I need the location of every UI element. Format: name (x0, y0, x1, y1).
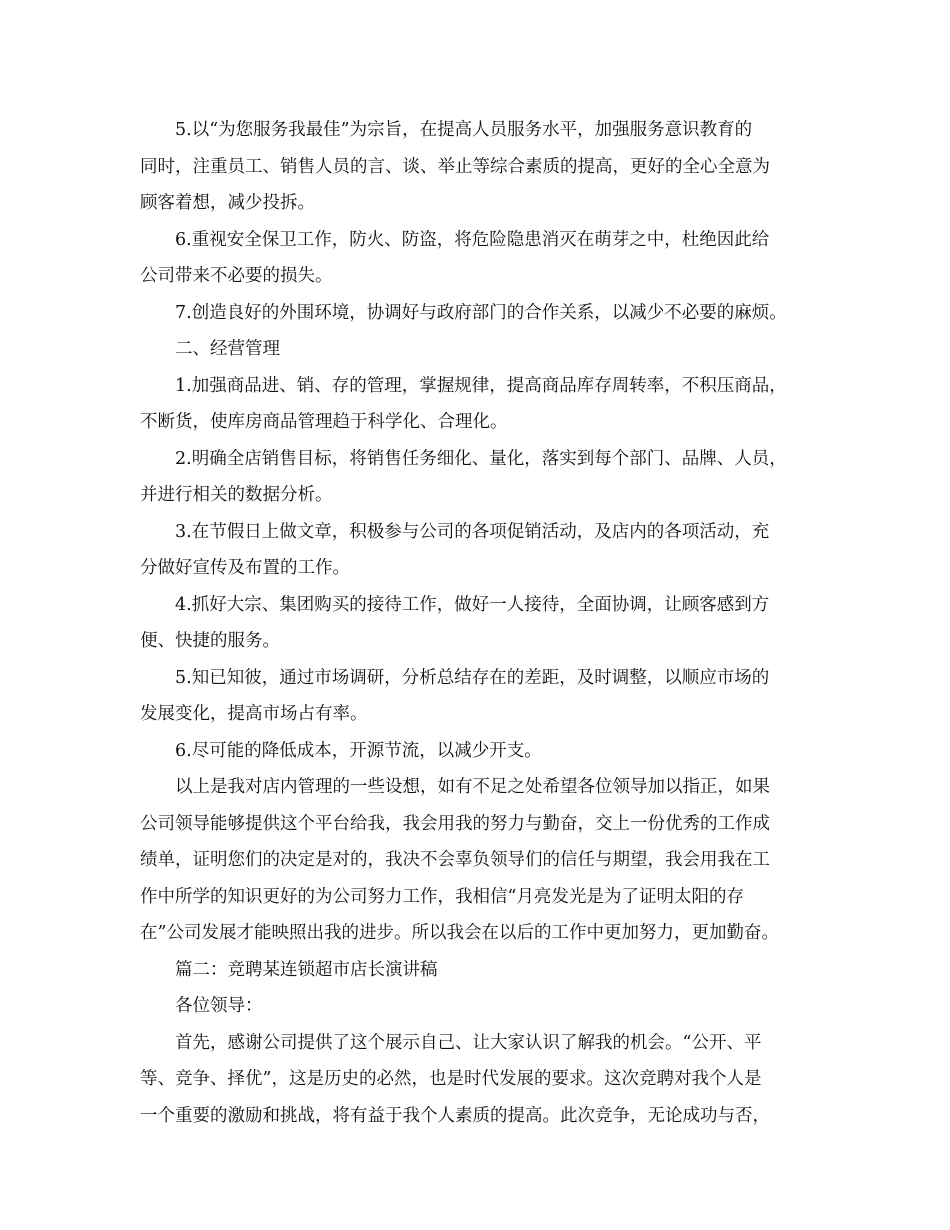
text-line: 公司带来不必要的损失。 (140, 266, 333, 286)
text-line: 3.在节假日上做文章，积极参与公司的各项促销活动，及店内的各项活动，充 (175, 521, 770, 542)
document-page (140, 112, 830, 1134)
text-line: 顾客着想，减少投拆。 (140, 193, 315, 213)
text-line: 4.抓好大宗、集团购买的接待工作，做好一人接待，全面协调，让顾客感到方 (175, 594, 770, 615)
paragraph-group-purchase (140, 587, 830, 660)
salutation (140, 988, 830, 1025)
section-heading-operations (140, 331, 830, 368)
paragraph-opening (140, 1025, 830, 1135)
paragraph-cost-reduction (140, 733, 830, 770)
paragraph-sales-targets (140, 441, 830, 514)
text-line: 篇二：竞聘某连锁超市店长演讲稿 (175, 959, 438, 980)
text-line: 以上是我对店内管理的一些设想，如有不足之处希望各位领导加以指正，如果 (175, 777, 770, 797)
text-line: 便、快捷的服务。 (140, 631, 280, 651)
text-line: 同时，注重员工、销售人员的言、谈、举止等综合素质的提高，更好的全心全意为 (140, 156, 770, 177)
article-title (140, 952, 830, 989)
paragraph-inventory (140, 368, 830, 441)
text-line: 等、竞争、择优”，这是历史的必然，也是时代发展的要求。这次竞聘对我个人是 (140, 1069, 762, 1089)
text-line: 并进行相关的数据分析。 (140, 485, 333, 505)
text-line: 作中所学的知识更好的为公司努力工作，我相信“月亮发光是为了证明太阳的存 (140, 886, 744, 907)
text-line: 6.尽可能的降低成本，开源节流，以减少开支。 (175, 740, 542, 761)
paragraph-service-purpose (140, 112, 830, 222)
text-line: 绩单，证明您们的决定是对的，我决不会辜负领导们的信任与期望，我会用我在工 (140, 850, 770, 870)
text-line: 2.明确全店销售目标，将销售任务细化、量化，落实到每个部门、品牌、人员， (175, 448, 787, 469)
paragraph-security (140, 222, 830, 295)
paragraph-market-research (140, 660, 830, 733)
text-line: 首先，感谢公司提供了这个展示自己、让大家认识了解我的机会。“公开、平 (175, 1032, 762, 1053)
text-line: 7.创造良好的外围环境，协调好与政府部门的合作关系，以减少不必要的麻烦。 (175, 302, 787, 323)
text-line: 5.以“为您服务我最佳”为宗旨，在提高人员服务水平，加强服务意识教育的 (175, 120, 753, 140)
text-line: 发展变化，提高市场占有率。 (140, 704, 368, 724)
text-line: 6.重视安全保卫工作，防火、防盗，将危险隐患消灭在萌芽之中，杜绝因此给 (175, 229, 770, 250)
text-line: 各位领导： (175, 996, 263, 1016)
text-line: 不断货，使库房商品管理趋于科学化、合理化。 (140, 412, 508, 432)
text-line: 一个重要的激励和挑战，将有益于我个人素质的提高。此次竞争，无论成功与否， (140, 1105, 770, 1126)
text-line: 1.加强商品进、销、存的管理，掌握规律，提高商品库存周转率，不积压商品， (175, 375, 787, 396)
text-line: 公司领导能够提供这个平台给我，我会用我的努力与勤奋，交上一份优秀的工作成 (140, 813, 770, 834)
text-line: 二、经营管理 (175, 339, 280, 359)
text-line: 5.知已知彼，通过市场调研，分析总结存在的差距，及时调整，以顺应市场的 (175, 667, 770, 688)
paragraph-conclusion (140, 769, 830, 952)
text-line: 在”公司发展才能映照出我的进步。所以我会在以后的工作中更加努力，更加勤奋。 (140, 923, 779, 943)
paragraph-holidays (140, 514, 830, 587)
paragraph-environment (140, 295, 830, 332)
text-line: 分做好宣传及布置的工作。 (140, 558, 350, 578)
